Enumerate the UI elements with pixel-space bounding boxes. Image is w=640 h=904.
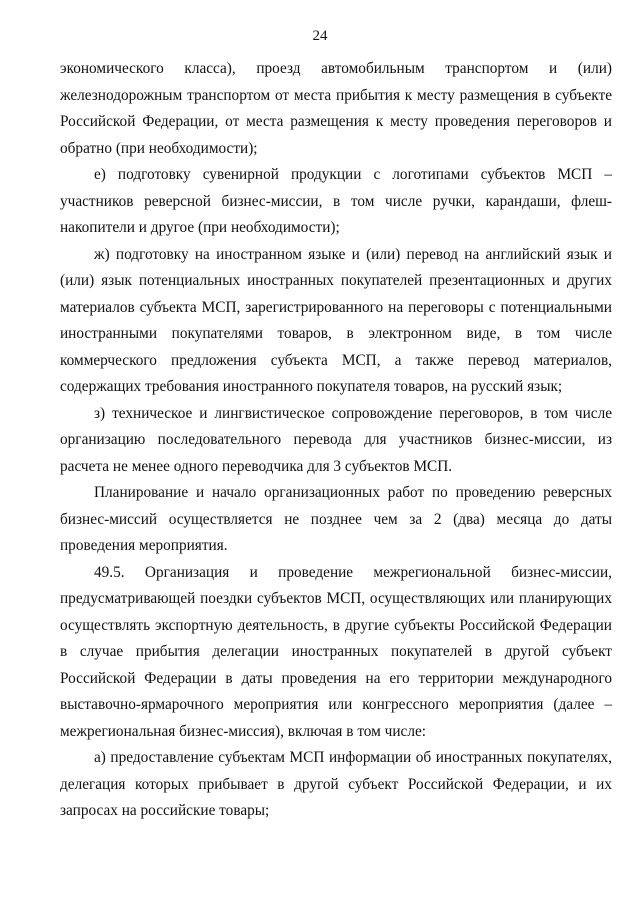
paragraph-section-49-5: 49.5. Организация и проведение межрегиональной бизнес-миссии, предусматривающей поездки субъектов МСП, осуществляющих или планирующих осуществлять экспортную деятельность, в другие субъекты Российской Федерации в случае прибытия делегации иностранных покупателей в другой субъект Российской Федерации в даты проведения на его территории международного выставочно-ярмарочного мероприятия или конгрессного мероприятия (далее – межрегиональная бизнес-миссия), включая в том числе: — [60, 563, 612, 740]
paragraph-item-zh-translation: ж) подготовку на иностранном языке и (или) перевод на английский язык и (или) язык потенциальных иностранных покупателей презентационных и других материалов субъекта МСП, зарегистрированного на переговоры с потенциальными иностранными покупателями товаров, в электронном виде, в том числе коммерческого предложения субъекта МСП, а также перевод материалов, содержащих требования иностранного покупателя товаров, на русский язык; — [60, 245, 612, 395]
paragraph-travel-continuation: экономического класса), проезд автомобильным транспортом и (или) железнодорожным транспортом от места прибытия к месту размещения в субъекте Российской Федерации, от места размещения к месту проведения переговоров и обратно (при необходимости); — [60, 60, 612, 157]
paragraph-item-z-support: з) техническое и лингвистическое сопровождение переговоров, в том числе организацию последовательного перевода для участников бизнес-миссии, из расчета не менее одного переводчика для 3 субъектов МСП. — [60, 404, 612, 475]
paragraph-item-e-souvenirs: е) подготовку сувенирной продукции с логотипами субъектов МСП – участников реверсной бизнес-миссии, в том числе ручки, карандаши, флеш-накопители и другое (при необходимости); — [60, 166, 612, 236]
page-number: 24 — [312, 28, 328, 44]
paragraph-item-a-information: а) предоставление субъектам МСП информации об иностранных покупателях, делегация которых прибывает в другой субъект Российской Федерации, и их запросах на российские товары; — [60, 749, 612, 819]
document-body — [60, 56, 612, 825]
paragraph-planning: Планирование и начало организационных работ по проведению реверсных бизнес-миссий осуществляется не позднее чем за 2 (два) месяца до даты проведения мероприятия. — [60, 484, 612, 554]
